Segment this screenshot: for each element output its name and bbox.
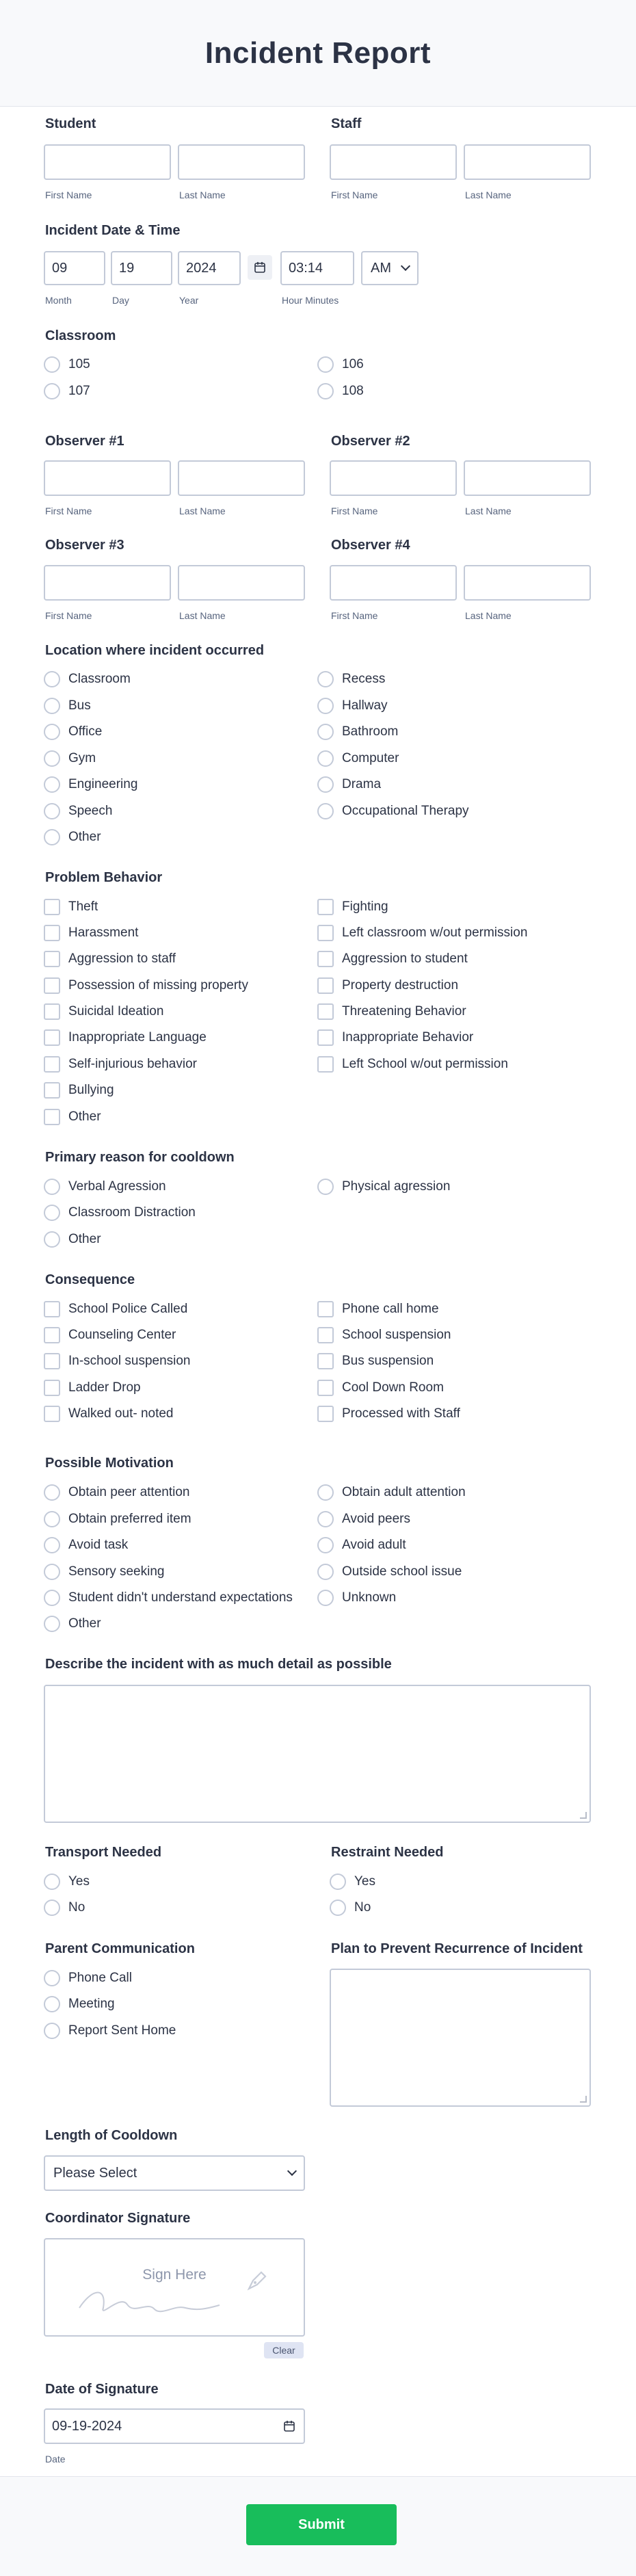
observer4-first-sublabel: First Name: [331, 610, 378, 621]
radio-button[interactable]: [44, 1511, 60, 1527]
motivation-option[interactable]: Sensory seeking: [44, 1562, 164, 1582]
location-option[interactable]: Bathroom: [317, 722, 398, 742]
staff-last-name-input[interactable]: [464, 144, 591, 180]
student-last-sublabel: Last Name: [179, 189, 226, 200]
location-option[interactable]: Engineering: [44, 774, 137, 795]
consequence-option[interactable]: In-school suspension: [44, 1351, 191, 1371]
consequence-option[interactable]: Walked out- noted: [44, 1404, 174, 1424]
checkbox[interactable]: [317, 899, 334, 915]
restraint-option[interactable]: No: [330, 1897, 371, 1918]
chevron-down-icon: [287, 2166, 297, 2176]
observer1-first-sublabel: First Name: [45, 505, 92, 516]
student-label: Student: [45, 116, 96, 131]
student-first-sublabel: First Name: [45, 189, 92, 200]
checkbox[interactable]: [317, 977, 334, 994]
checkbox[interactable]: [44, 1301, 60, 1317]
location-option[interactable]: Gym: [44, 748, 96, 769]
observer2-last-sublabel: Last Name: [465, 505, 512, 516]
motivation-option[interactable]: Avoid adult: [317, 1535, 406, 1555]
location-option[interactable]: Drama: [317, 774, 381, 795]
checkbox[interactable]: [317, 1301, 334, 1317]
pen-icon: [243, 2267, 271, 2294]
observer1-last-name-input[interactable]: [178, 460, 305, 496]
problem-behavior-label: Problem Behavior: [45, 870, 163, 885]
location-option[interactable]: Speech: [44, 801, 112, 822]
consequence-option[interactable]: Counseling Center: [44, 1325, 176, 1345]
radio-button[interactable]: [44, 1231, 60, 1248]
problem-behavior-option[interactable]: Aggression to staff: [44, 949, 176, 969]
signature-pad[interactable]: [44, 2238, 305, 2337]
radio-button[interactable]: [44, 1179, 60, 1195]
location-option[interactable]: Recess: [317, 669, 385, 689]
classroom-label: Classroom: [45, 328, 116, 343]
motivation-option[interactable]: Obtain adult attention: [317, 1482, 466, 1503]
resize-handle[interactable]: [580, 2096, 587, 2103]
form-header: [0, 0, 636, 107]
radio-button[interactable]: [317, 356, 334, 373]
radio-button[interactable]: [317, 1537, 334, 1553]
radio-button[interactable]: [330, 1874, 346, 1890]
consequence-option[interactable]: Processed with Staff: [317, 1404, 460, 1424]
radio-button[interactable]: [44, 671, 60, 687]
checkbox[interactable]: [44, 1056, 60, 1073]
checkbox[interactable]: [44, 1082, 60, 1099]
checkbox[interactable]: [317, 1406, 334, 1422]
checkbox[interactable]: [317, 1003, 334, 1020]
student-last-name-input[interactable]: [178, 144, 305, 180]
radio-button[interactable]: [44, 1564, 60, 1580]
problem-behavior-option[interactable]: Inappropriate Language: [44, 1027, 207, 1048]
location-option[interactable]: Other: [44, 827, 101, 847]
radio-button[interactable]: [317, 776, 334, 793]
staff-first-sublabel: First Name: [331, 189, 378, 200]
motivation-option[interactable]: Unknown: [317, 1588, 396, 1608]
consequence-option[interactable]: Bus suspension: [317, 1351, 434, 1371]
radio-button[interactable]: [44, 829, 60, 845]
radio-button[interactable]: [44, 750, 60, 767]
consequence-option[interactable]: School Police Called: [44, 1299, 187, 1319]
day-sublabel: Day: [112, 295, 129, 306]
signature-date-label: Date of Signature: [45, 2382, 159, 2397]
restraint-option[interactable]: Yes: [330, 1871, 375, 1892]
consequence-option[interactable]: School suspension: [317, 1325, 451, 1345]
problem-behavior-option[interactable]: Inappropriate Behavior: [317, 1027, 473, 1048]
consequence-option[interactable]: Phone call home: [317, 1299, 439, 1319]
radio-button[interactable]: [317, 383, 334, 399]
calendar-icon[interactable]: [283, 2420, 295, 2432]
parent-communication-option[interactable]: Report Sent Home: [44, 2021, 176, 2041]
checkbox[interactable]: [317, 1380, 334, 1396]
checkbox[interactable]: [44, 899, 60, 915]
checkbox[interactable]: [44, 977, 60, 994]
radio-button[interactable]: [44, 356, 60, 373]
observer2-first-name-input[interactable]: [330, 460, 457, 496]
checkbox[interactable]: [317, 1327, 334, 1343]
restraint-label: Restraint Needed: [331, 1845, 444, 1860]
cooldown-reason-option[interactable]: Physical agression: [317, 1177, 450, 1197]
cooldown-reason-option[interactable]: Classroom Distraction: [44, 1202, 196, 1223]
location-label: Location where incident occurred: [45, 643, 265, 658]
radio-button[interactable]: [44, 1590, 60, 1606]
radio-button[interactable]: [44, 383, 60, 399]
classroom-option[interactable]: 105: [44, 354, 90, 375]
cooldown-reason-option[interactable]: Other: [44, 1229, 101, 1250]
cooldown-length-label: Length of Cooldown: [45, 2128, 178, 2143]
form-title: Incident Report: [204, 36, 432, 70]
observer2-last-name-input[interactable]: [464, 460, 591, 496]
resize-handle[interactable]: [580, 1812, 587, 1819]
signature-date-input[interactable]: [44, 2408, 305, 2444]
radio-button[interactable]: [44, 724, 60, 740]
month-input[interactable]: 09: [44, 251, 105, 285]
radio-button[interactable]: [44, 698, 60, 714]
radio-button[interactable]: [317, 1511, 334, 1527]
signature-placeholder: Sign Here: [142, 2267, 207, 2283]
problem-behavior-option[interactable]: Other: [44, 1107, 101, 1127]
classroom-option[interactable]: 106: [317, 354, 364, 375]
problem-behavior-option[interactable]: Theft: [44, 897, 98, 917]
staff-label: Staff: [331, 116, 362, 131]
observer4-first-name-input[interactable]: [330, 565, 457, 601]
problem-behavior-option[interactable]: Bullying: [44, 1080, 114, 1101]
problem-behavior-option[interactable]: Property destruction: [317, 975, 458, 996]
checkbox[interactable]: [317, 951, 334, 967]
observer3-first-name-input[interactable]: [44, 565, 171, 601]
checkbox[interactable]: [44, 1109, 60, 1125]
observer3-last-sublabel: Last Name: [179, 610, 226, 621]
observer2-label: Observer #2: [331, 434, 410, 449]
describe-textarea[interactable]: [44, 1685, 591, 1823]
location-option[interactable]: Bus: [44, 696, 91, 716]
transport-option[interactable]: Yes: [44, 1871, 90, 1892]
incident-datetime-label: Incident Date & Time: [45, 223, 181, 238]
radio-button[interactable]: [44, 1205, 60, 1221]
checkbox[interactable]: [317, 1353, 334, 1369]
radio-button[interactable]: [317, 1564, 334, 1580]
radio-button[interactable]: [317, 1484, 334, 1501]
clear-signature-button[interactable]: Clear: [264, 2342, 304, 2358]
problem-behavior-option[interactable]: Left School w/out permission: [317, 1054, 508, 1075]
time-input[interactable]: 03:14: [280, 251, 354, 285]
observer4-last-name-input[interactable]: [464, 565, 591, 601]
radio-button[interactable]: [330, 1900, 346, 1916]
observer1-first-name-input[interactable]: [44, 460, 171, 496]
transport-label: Transport Needed: [45, 1845, 162, 1860]
signature-date-sublabel: Date: [45, 2454, 66, 2465]
motivation-label: Possible Motivation: [45, 1456, 174, 1471]
day-input[interactable]: 19: [111, 251, 172, 285]
motivation-option[interactable]: Avoid task: [44, 1535, 128, 1555]
student-first-name-input[interactable]: [44, 144, 171, 180]
problem-behavior-option[interactable]: Harassment: [44, 923, 138, 943]
observer1-label: Observer #1: [45, 434, 124, 449]
cooldown-reason-label: Primary reason for cooldown: [45, 1150, 235, 1165]
month-sublabel: Month: [45, 295, 72, 306]
problem-behavior-option[interactable]: Left classroom w/out permission: [317, 923, 527, 943]
location-option[interactable]: Computer: [317, 748, 399, 769]
checkbox[interactable]: [44, 1029, 60, 1046]
parent-communication-option[interactable]: Meeting: [44, 1994, 115, 2014]
problem-behavior-option[interactable]: Threatening Behavior: [317, 1001, 466, 1022]
problem-behavior-option[interactable]: Possession of missing property: [44, 975, 248, 996]
radio-button[interactable]: [317, 750, 334, 767]
cooldown-length-select[interactable]: [44, 2155, 305, 2191]
checkbox[interactable]: [44, 1327, 60, 1343]
location-option[interactable]: Classroom: [44, 669, 131, 689]
radio-button[interactable]: [44, 776, 60, 793]
year-sublabel: Year: [179, 295, 199, 306]
staff-last-sublabel: Last Name: [465, 189, 512, 200]
motivation-option[interactable]: Obtain preferred item: [44, 1509, 191, 1529]
classroom-option[interactable]: 108: [317, 381, 364, 402]
checkbox[interactable]: [317, 1056, 334, 1073]
checkbox[interactable]: [44, 1003, 60, 1020]
signature-label: Coordinator Signature: [45, 2211, 191, 2226]
problem-behavior-option[interactable]: Suicidal Ideation: [44, 1001, 163, 1022]
motivation-option[interactable]: Outside school issue: [317, 1562, 462, 1582]
plan-label: Plan to Prevent Recurrence of Incident: [331, 1941, 583, 1956]
motivation-option[interactable]: Other: [44, 1614, 101, 1634]
observer3-label: Observer #3: [45, 538, 124, 553]
plan-textarea[interactable]: [330, 1969, 591, 2107]
describe-label: Describe the incident with as much detail as possible: [45, 1657, 392, 1672]
consequence-label: Consequence: [45, 1272, 135, 1287]
radio-button[interactable]: [317, 671, 334, 687]
consequence-option[interactable]: Ladder Drop: [44, 1378, 141, 1398]
staff-first-name-input[interactable]: [330, 144, 457, 180]
cooldown-length-value: Please Select: [53, 2165, 137, 2181]
ampm-select[interactable]: [361, 251, 419, 285]
radio-button[interactable]: [44, 2023, 60, 2039]
observer2-first-sublabel: First Name: [331, 505, 378, 516]
chevron-down-icon: [401, 261, 410, 271]
radio-button[interactable]: [44, 1537, 60, 1553]
observer4-label: Observer #4: [331, 538, 410, 553]
radio-button[interactable]: [44, 1970, 60, 1986]
checkbox[interactable]: [44, 1353, 60, 1369]
signature-date-value: 09-19-2024: [52, 2418, 122, 2434]
radio-button[interactable]: [317, 1590, 334, 1606]
parent-communication-option[interactable]: Phone Call: [44, 1968, 132, 1988]
motivation-option[interactable]: Avoid peers: [317, 1509, 410, 1529]
calendar-icon[interactable]: [248, 255, 272, 280]
radio-button[interactable]: [44, 803, 60, 819]
checkbox[interactable]: [317, 925, 334, 941]
radio-button[interactable]: [317, 803, 334, 819]
observer4-last-sublabel: Last Name: [465, 610, 512, 621]
classroom-option[interactable]: 107: [44, 381, 90, 402]
checkbox[interactable]: [44, 1380, 60, 1396]
submit-button[interactable]: Submit: [246, 2504, 397, 2545]
form-footer: [0, 2476, 636, 2576]
checkbox[interactable]: [44, 951, 60, 967]
transport-option[interactable]: No: [44, 1897, 85, 1918]
observer3-first-sublabel: First Name: [45, 610, 92, 621]
radio-button[interactable]: [44, 1900, 60, 1916]
time-sublabel: Hour Minutes: [282, 295, 339, 306]
radio-button[interactable]: [44, 1616, 60, 1632]
radio-button[interactable]: [44, 1996, 60, 2012]
radio-button[interactable]: [44, 1874, 60, 1890]
parent-communication-label: Parent Communication: [45, 1941, 195, 1956]
problem-behavior-option[interactable]: Self-injurious behavior: [44, 1054, 197, 1075]
consequence-option[interactable]: Cool Down Room: [317, 1378, 444, 1398]
observer1-last-sublabel: Last Name: [179, 505, 226, 516]
location-option[interactable]: Office: [44, 722, 102, 742]
checkbox[interactable]: [44, 925, 60, 941]
observer3-last-name-input[interactable]: [178, 565, 305, 601]
cooldown-reason-option[interactable]: Verbal Agression: [44, 1177, 166, 1197]
year-input[interactable]: 2024: [178, 251, 241, 285]
location-option[interactable]: Occupational Therapy: [317, 801, 469, 822]
radio-button[interactable]: [317, 724, 334, 740]
radio-button[interactable]: [317, 698, 334, 714]
checkbox[interactable]: [44, 1406, 60, 1422]
motivation-option[interactable]: Student didn't understand expectations: [44, 1588, 293, 1608]
motivation-option[interactable]: Obtain peer attention: [44, 1482, 189, 1503]
radio-button[interactable]: [44, 1484, 60, 1501]
problem-behavior-option[interactable]: Fighting: [317, 897, 388, 917]
location-option[interactable]: Hallway: [317, 696, 388, 716]
radio-button[interactable]: [317, 1179, 334, 1195]
ampm-value: AM: [371, 260, 391, 276]
problem-behavior-option[interactable]: Aggression to student: [317, 949, 468, 969]
checkbox[interactable]: [317, 1029, 334, 1046]
